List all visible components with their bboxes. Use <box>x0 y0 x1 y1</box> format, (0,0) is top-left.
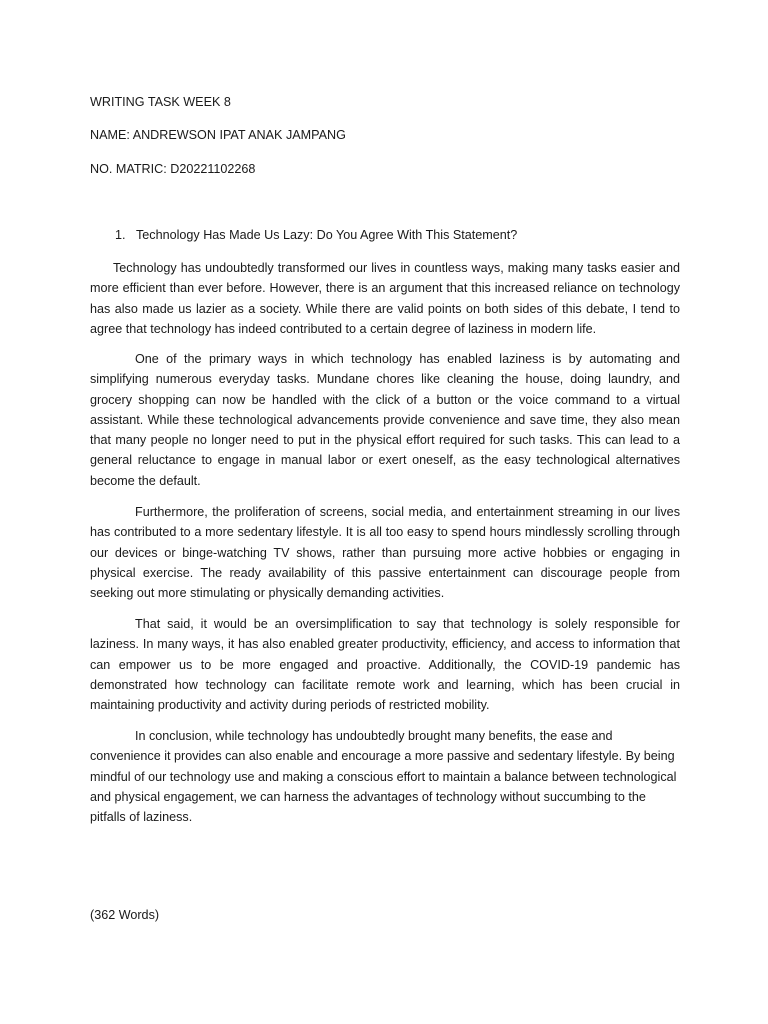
word-count: (362 Words) <box>90 908 160 922</box>
student-name: NAME: ANDREWSON IPAT ANAK JAMPANG <box>90 128 346 142</box>
paragraph-intro: Technology has undoubtedly transformed our lives in countless ways, making many tasks easier and more efficient than ever before. However, there is an argument that this increased reliance on technology has also made us lazier as a society. While there are valid points on both sides of this debate, I tend to agree that technology has indeed contributed to a certain degree of laziness in modern life. <box>90 261 680 336</box>
paragraph-sedentary: Furthermore, the proliferation of screens, social media, and entertainment streaming in our lives has contributed to a more sedentary lifestyle. It is all too easy to spend hours mindlessly scrolling through our devices or binge-watching TV shows, rather than pursuing more active hobbies or engaging in physical exercise. The ready availability of this passive entertainment can discourage people from seeking out more stimulating or physically demanding activities. <box>90 505 680 601</box>
paragraph-counterpoint: That said, it would be an oversimplification to say that technology is solely responsible for laziness. In many ways, it has also enabled greater productivity, efficiency, and access to information that can empower us to be more engaged and proactive. Additionally, the COVID-19 pandemic has demonstrated how technology can facilitate remote work and learning, which has been crucial in maintaining productivity and activity during periods of restricted mobility. <box>90 617 680 713</box>
paragraph-automation: One of the primary ways in which technology has enabled laziness is by automating and simplifying numerous everyday tasks. Mundane chores like cleaning the house, doing laundry, and grocery shopping can now be handled with the click of a button or the voice command to a virtual assistant. While these technological advancements provide convenience and save time, they also mean that many people no longer need to put in the physical effort required for such tasks. This can lead to a general reluctance to engage in manual labor or exert oneself, as the easy technological alternatives become the default. <box>90 352 680 488</box>
paragraph-conclusion: In conclusion, while technology has undoubtedly brought many benefits, the ease and convenience it provides can also enable and encourage a more passive and sedentary lifestyle. By being mindful of our technology use and making a conscious effort to maintain a balance between technological and physical engagement, we can harness the advantages of technology without succumbing to the pitfalls of laziness. <box>90 729 677 825</box>
question-number: 1. <box>115 228 126 242</box>
question-title: Technology Has Made Us Lazy: Do You Agree With This Statement? <box>136 228 518 242</box>
matric-number: NO. MATRIC: D20221102268 <box>90 162 256 176</box>
task-title: WRITING TASK WEEK 8 <box>90 95 231 109</box>
